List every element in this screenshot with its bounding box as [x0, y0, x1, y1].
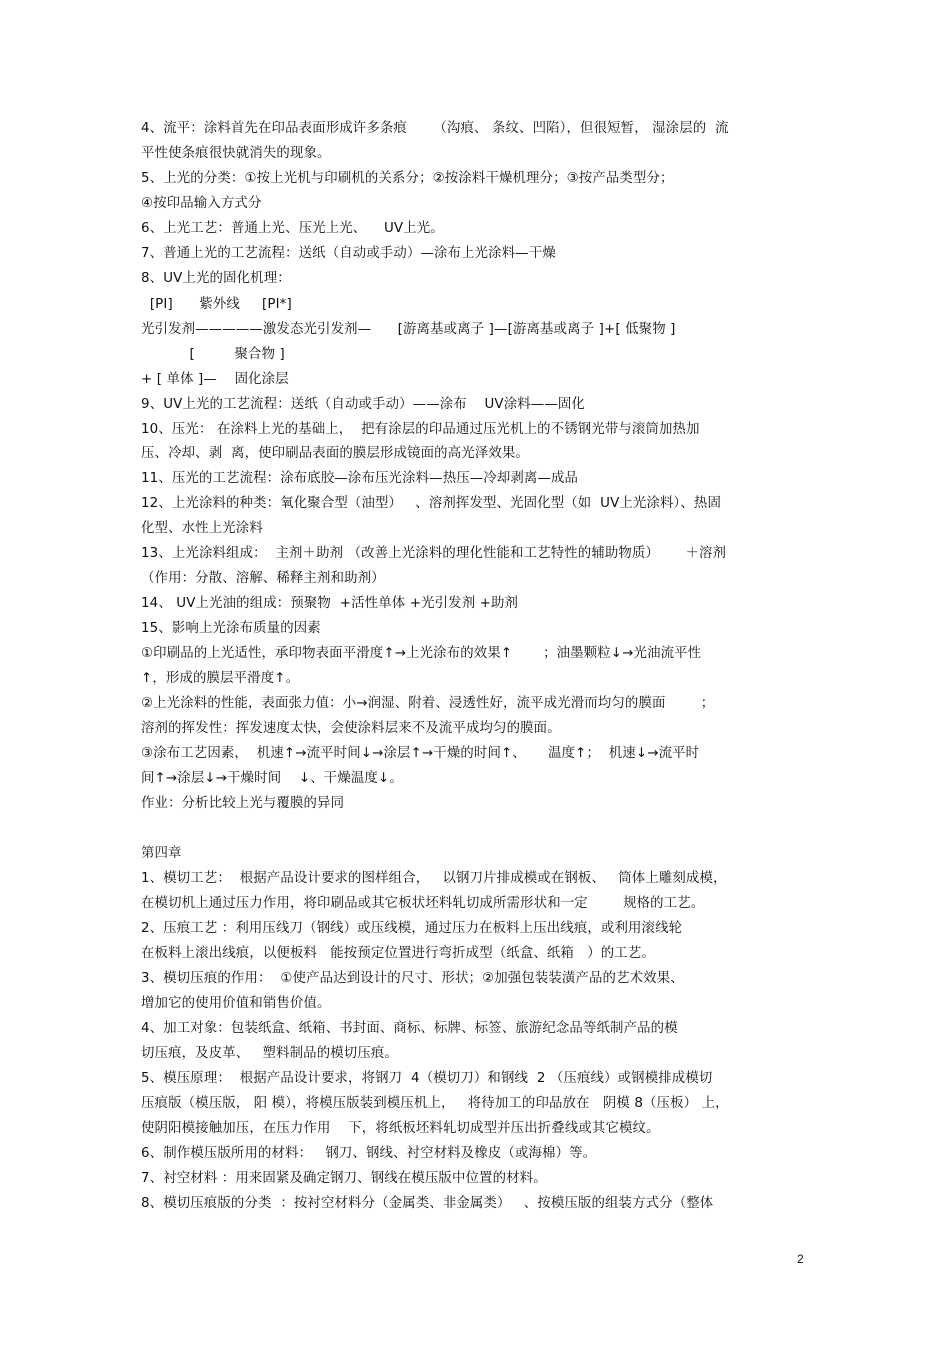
text-line: 4、加工对象：包装纸盒、纸箱、书封面、商标、标牌、标签、旅游纪念品等纸制产品的模 [141, 1021, 678, 1036]
text-line: 11、压光的工艺流程：涂布底胶—涂布压光涂料—热压—冷却剥离—成品 [141, 471, 579, 486]
text-line: 在模切机上通过压力作用，将印刷品或其它板状坯料轧切成所需形状和一定 规格的工艺。 [141, 896, 705, 911]
text-line: 14、 UV上光油的组成：预聚物 +活性单体 +光引发剂 +助剂 [141, 596, 519, 611]
text-line: ①印刷品的上光适性，承印物表面平滑度↑→上光涂布的效果↑ ；油墨颗粒↓→光油流平性 [141, 646, 702, 661]
text-line: [PI] 紫外线 [PI*] [141, 297, 292, 312]
text-line: 增加它的使用价值和销售价值。 [141, 996, 331, 1011]
text-line: 6、制作模压版所用的材料： 钢刀、钢线、衬空材料及橡皮（或海棉）等。 [141, 1146, 597, 1161]
text-line: 8、UV上光的固化机理： [141, 271, 291, 286]
text-line: ④按印品输入方式分 [141, 196, 262, 211]
text-line: 1、模切工艺： 根据产品设计要求的图样组合， 以钢刀片排成模或在钢板、 筒体上雕刻成模， [141, 871, 727, 886]
text-line: 间↑→涂层↓→干燥时间 ↓、干燥温度↓。 [141, 771, 403, 786]
text-line: 6、上光工艺：普通上光、压光上光、 UV上光。 [141, 221, 444, 236]
chapter-heading: 第四章 [141, 846, 182, 861]
text-line: 2、压痕工艺 ：利用压线刀（钢线）或压线模，通过压力在板料上压出线痕，或利用滚线轮 [141, 921, 683, 936]
text-line: 10、压光： 在涂料上光的基础上， 把有涂层的印品通过压光机上的不锈钢光带与滚筒加热加 [141, 422, 700, 437]
text-line: （作用：分散、溶解、稀释主剂和助剂） [141, 571, 385, 586]
text-line: ↑，形成的膜层平滑度↑。 [141, 671, 300, 686]
text-line: 化型、水性上光涂料 [141, 521, 263, 536]
page-number: 2 [797, 1252, 804, 1266]
text-line: 3、模切压痕的作用： ①使产品达到设计的尺寸、形状；②加强包装装潢产品的艺术效果、 [141, 971, 684, 986]
text-line: ③涂布工艺因素， 机速↑→流平时间↓→涂层↑→干燥的时间↑、 温度↑； 机速↓→流平时 [141, 746, 700, 761]
text-line: 9、UV上光的工艺流程：送纸（自动或手动）——涂布 UV涂料——固化 [141, 397, 585, 412]
text-line: 溶剂的挥发性：挥发速度太快，会使涂料层来不及流平成均匀的膜面。 [141, 721, 561, 736]
text-line: 12、上光涂料的种类：氧化聚合型（油型） 、溶剂挥发型、光固化型（如 UV上光涂料）、热固 [141, 496, 722, 511]
text-line: 作业：分析比较上光与覆膜的异同 [141, 796, 345, 811]
text-line: 7、衬空材料 ：用来固紧及确定钢刀、钢线在模压版中位置的材料。 [141, 1171, 547, 1186]
text-line: 13、上光涂料组成： 主剂＋助剂 （改善上光涂料的理化性能和工艺特性的辅助物质） ＋溶剂 [141, 546, 727, 561]
text-line: 7、普通上光的工艺流程：送纸（自动或手动）—涂布上光涂料—干燥 [141, 246, 556, 261]
text-line: 平性使条痕很快就消失的现象。 [141, 146, 331, 161]
text-line: 切压痕，及皮革、 塑料制品的模切压痕。 [141, 1046, 398, 1061]
text-line: ②上光涂料的性能，表面张力值：小→润湿、附着、浸透性好，流平成光滑而均匀的膜面 ； [141, 696, 715, 711]
text-line: 压痕版（模压版， 阳 模），将模压版装到模压机上， 将待加工的印品放在 阴模 8（压板） 上， [141, 1096, 729, 1111]
text-line: 压、冷却、剥 离，使印刷品表面的膜层形成镜面的高光泽效果。 [141, 446, 529, 461]
text-line: [ 聚合物 ] [141, 347, 285, 362]
text-line: 8、模切压痕版的分类 ：按衬空材料分（金属类、非金属类） 、按模压版的组装方式分（整体 [141, 1196, 714, 1211]
text-line: 5、上光的分类：①按上光机与印刷机的关系分；②按涂料干燥机理分；③按产品类型分； [141, 171, 674, 186]
text-line: 光引发剂—————激发态光引发剂— [游离基或离子 ]—[游离基或离子 ]+[ 低聚物 ] [141, 322, 676, 337]
text-line: 4、流平：涂料首先在印品表面形成许多条痕 （沟痕、 条纹、凹陷），但很短暂， 湿涂层的 流 [141, 121, 729, 136]
text-line: 在板料上滚出线痕，以便板料 能按预定位置进行弯折成型（纸盒、纸箱 ）的工艺。 [141, 946, 655, 961]
text-line: 5、模压原理： 根据产品设计要求，将钢刀 4（模切刀）和钢线 2 （压痕线）或钢模排成模切 [141, 1071, 713, 1086]
text-line: + [ 单体 ]— 固化涂层 [141, 372, 289, 387]
text-line: 使阴阳模接触加压，在压力作用 下，将纸板坯料轧切成型并压出折叠线或其它模纹。 [141, 1121, 660, 1136]
text-line: 15、影响上光涂布质量的因素 [141, 621, 321, 636]
